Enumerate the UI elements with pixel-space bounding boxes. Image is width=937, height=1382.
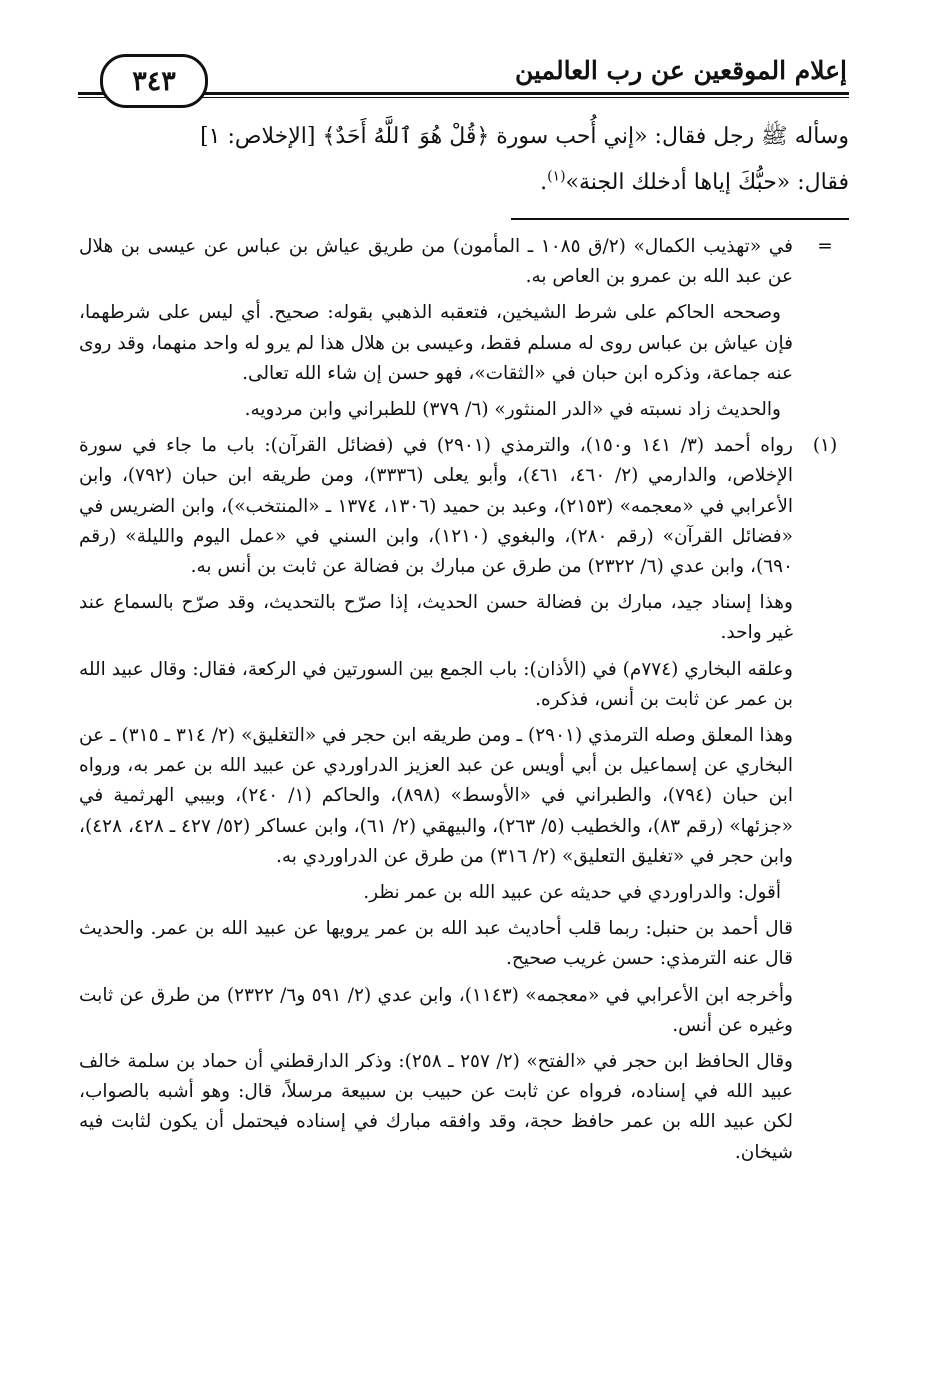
footnote-separator xyxy=(511,218,849,220)
main-line-2: فقال: «حبُّكَ إياها أدخلك الجنة»$^{(١)}$. xyxy=(540,168,849,195)
footnote-paragraph: قال أحمد بن حنبل: ربما قلب أحاديث عبد الله بن عمر يرويها عن عبيد الله بن عمر. والحديث قال عنه الترمذي: حسن غريب صحيح. xyxy=(79,918,793,970)
page-number-badge xyxy=(100,54,208,108)
footnote-paragraph: والحديث زاد نسبته في «الدر المنثور» (٦/ ٣٧٩) للطبراني وابن مردويه. xyxy=(244,399,781,421)
footnote-paragraph: وعلقه البخاري (٧٧٤م) في (الأذان): باب الجمع بين السورتين في الركعة، فقال: وقال عبيد الله بن عمر عن ثابت بن أنس، فذكره. xyxy=(79,658,793,710)
footnote-paragraph: وقال الحافظ ابن حجر في «الفتح» (٢/ ٢٥٧ ـ ٢٥٨): وذكر الدارقطني أن حماد بن سلمة خالف عبيد الله في إسناده، فرواه عن ثابت عن حبيب بن سبيعة مرسلاً، قال: وهو أشبه بالصواب، لكن عبيد الله بن عمر حافظ حجة، وقد وافقه مبارك في إسناده فيحتمل أن يكون لثابت فيه شيخان. xyxy=(79,1051,793,1163)
book-title: إعلام الموقعين عن رب العالمين xyxy=(514,56,847,85)
footnote-paragraph: وصححه الحاكم على شرط الشيخين، فتعقبه الذهبي بقوله: صحيح. أي ليس على شرطهما، فإن عياش بن عباس روى له مسلم فقط، وعيسى بن هلال هذا لم يرو له واحد منهما، وقد روى عنه جماعة، وذكره ابن حبان في «الثقات»، فهو حسن إن شاء الله تعالى. xyxy=(79,302,793,384)
page-number: ٣٤٣ xyxy=(132,65,176,97)
main-text xyxy=(79,114,849,206)
footnote-paragraph: وهذا المعلق وصله الترمذي (٢٩٠١) ـ ومن طريقه ابن حجر في «التغليق» (٢/ ٣١٤ ـ ٣١٥) ـ عن البخاري عن إسماعيل بن أبي أويس عن عبد العزيز الدراوردي عن عبيد الله بن عمر به، ورواه ابن حبان (٧٩٤)، والطبراني في «الأوسط» (٨٩٨)، والحاكم (١/ ٢٤٠)، وبيبي الهرثمية في «جزئها» (رقم ٨٣)، والخطيب (٥/ ٢٦٣)، والبيهقي (٢/ ٦١)، وابن عساكر (٥٢/ ٤٢٧ ـ ٤٢٨، ٤٢٨)، وابن حجر في «تغليق التعليق» (٢/ ٣١٦) من طرق عن الدراوردي به. xyxy=(79,725,794,867)
footnote-reference: (١) xyxy=(547,168,566,185)
footnote-marker: (١) xyxy=(812,435,838,457)
footnote-paragraph: وهذا إسناد جيد، مبارك بن فضالة حسن الحديث، إذا صرّح بالتحديث، وقد صرّح بالسماع عند غير واحد. xyxy=(79,592,793,644)
footnote-paragraph: رواه أحمد (٣/ ١٤١ و١٥٠)، والترمذي (٢٩٠١) في (فضائل القرآن): باب ما جاء في سورة الإخلاص، والدارمي (٢/ ٤٦٠، ٤٦١)، وأبو يعلى (٣٣٣٦)، ومن طريقه ابن حبان (٧٩٢)، وابن الأعرابي في «معجمه» (٢١٥٣)، وعبد بن حميد (١٣٠٦، ١٣٧٤ ـ «المنتخب»)، وابن الضريس في «فضائل القرآن» (رقم ٢٨٠)، والبغوي (١٢١٠)، وابن السني في «عمل اليوم والليلة» (رقم ٦٩٠)، وابن عدي (٦/ ٢٣٢٢) من طرق عن مبارك بن فضالة عن ثابت بن أنس به. xyxy=(79,435,794,578)
footnote-paragraph: وأخرجه ابن الأعرابي في «معجمه» (١١٤٣)، وابن عدي (٢/ ٥٩١ و٦/ ٢٣٢٢) من طرق عن ثابت وغيره عن أنس. xyxy=(79,984,793,1036)
main-line-2-text: فقال: «حبُّكَ إياها أدخلك الجنة» xyxy=(565,170,849,195)
footnote-paragraph: في «تهذيب الكمال» (٢/ق ١٠٨٥ ـ المأمون) من طريق عياش بن عباس عن عيسى بن هلال عن عبد الله بن عمرو بن العاص به. xyxy=(79,236,793,288)
footnote-paragraph: أقول: والدراوردي في حديثه عن عبيد الله بن عمر نظر. xyxy=(363,882,781,904)
footnote-marker: = xyxy=(817,236,833,257)
main-line-1: وسأله ﷺ رجل فقال: «إني أُحب سورة ﴿قُلْ هُوَ ٱللَّهُ أَحَدٌ﴾ [الإخلاص: ١] xyxy=(200,124,849,149)
footnote-continued xyxy=(79,232,849,425)
footnotes-section xyxy=(79,232,849,1174)
footnote-1 xyxy=(79,431,849,1168)
